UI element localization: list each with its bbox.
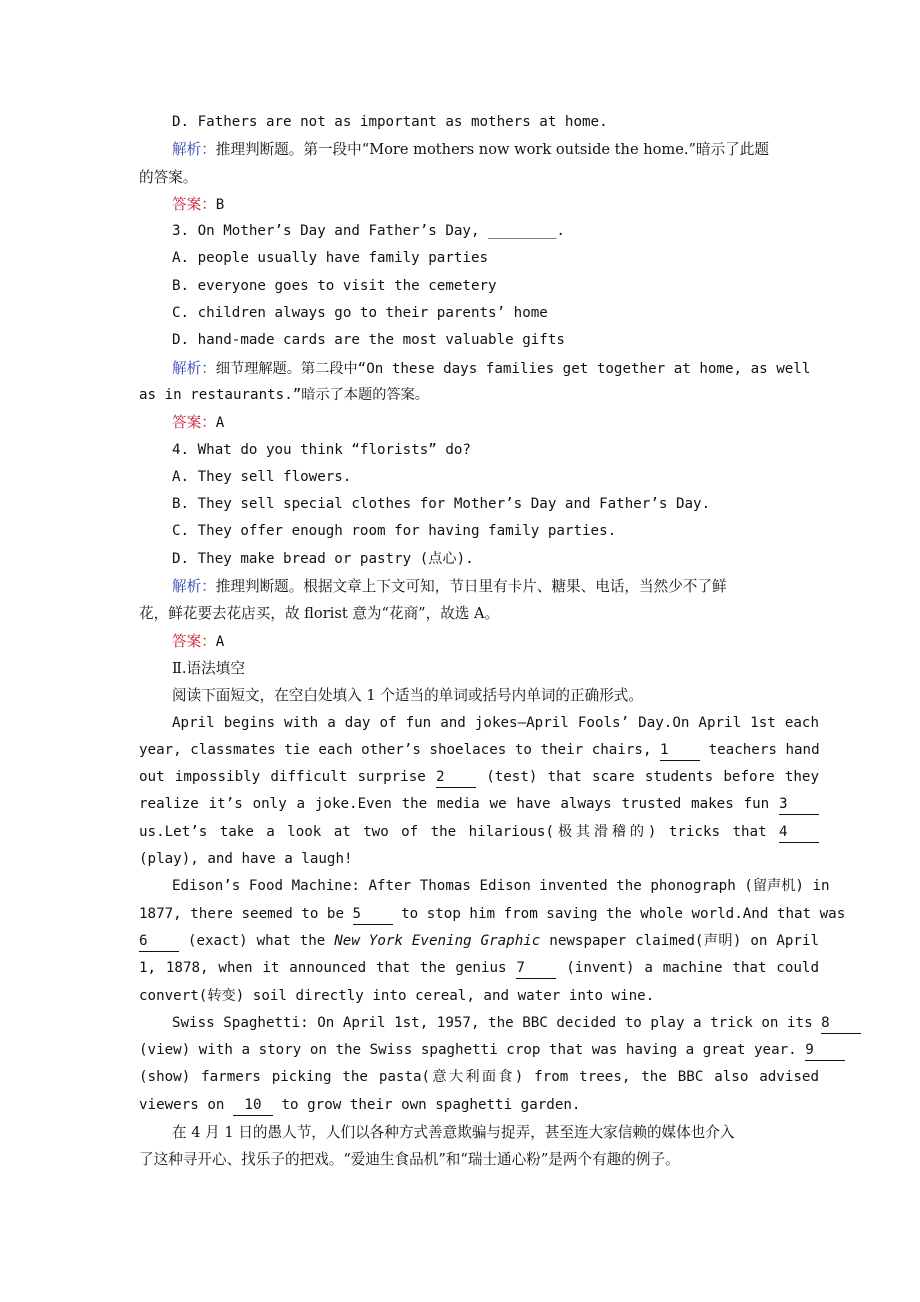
answer-label: 答案： bbox=[172, 414, 216, 432]
summary-line: 了这种寻开心、找乐子的把戏。“爱迪生食品机”和“瑞士通心粉”是两个有趣的例子。 bbox=[139, 1151, 680, 1169]
passage-line: (show) farmers picking the pasta(意大利面食) from trees, the BBC also advised bbox=[139, 1069, 819, 1086]
analysis-label: 解析： bbox=[172, 141, 216, 159]
q4-analysis bbox=[139, 573, 819, 600]
section-instructions: 阅读下面短文，在空白处填入 1 个适当的单词或括号内单词的正确形式。 bbox=[172, 687, 643, 705]
passage-line: 1, 1878, when it announced that the genius 7 (invent) a machine that could bbox=[139, 955, 819, 982]
passage-line: out impossibly difficult surprise 2 (test) that scare students before they bbox=[139, 764, 819, 791]
q3-analysis bbox=[139, 355, 819, 382]
q4-option-a: A. They sell flowers. bbox=[172, 468, 352, 485]
blank-7[interactable]: 7 bbox=[516, 958, 556, 979]
analysis-text: 推理判断题。根据文章上下文可知，节日里有卡片、糖果、电话，当然少不了鲜 bbox=[215, 578, 727, 596]
blank-5[interactable]: 5 bbox=[353, 904, 393, 925]
section-heading: Ⅱ.语法填空 bbox=[172, 659, 245, 677]
answer-label: 答案： bbox=[172, 195, 216, 213]
passage-line: (view) with a story on the Swiss spaghetti crop that was having a great year. 9 bbox=[139, 1037, 819, 1064]
q3-answer bbox=[139, 409, 819, 436]
blank-3[interactable]: 3 bbox=[779, 794, 819, 815]
blank-2[interactable]: 2 bbox=[436, 767, 476, 788]
answer-value: A bbox=[215, 415, 225, 432]
passage-line: Swiss Spaghetti: On April 1st, 1957, the BBC decided to play a trick on its 8 bbox=[139, 1010, 819, 1037]
q2-answer bbox=[139, 191, 819, 218]
summary-line: 在 4 月 1 日的愚人节，人们以各种方式善意欺骗与捉弄，甚至连大家信赖的媒体也介入 bbox=[172, 1123, 735, 1141]
passage-line: viewers on 10 to grow their own spaghetti garden. bbox=[139, 1092, 819, 1119]
passage-line: (play), and have a laugh! bbox=[139, 851, 353, 868]
q3-stem: 3. On Mother’s Day and Father’s Day, ________. bbox=[172, 223, 565, 240]
document-content bbox=[139, 109, 846, 1174]
blank-8[interactable]: 8 bbox=[821, 1013, 861, 1034]
q4-option-c: C. They offer enough room for having family parties. bbox=[172, 523, 617, 540]
q3-analysis-cont: as in restaurants.”暗示了本题的答案。 bbox=[139, 386, 429, 403]
passage-line: 1877, there seemed to be 5 to stop him from saving the whole world.And that was bbox=[139, 901, 819, 928]
analysis-text: 细节理解题。第二段中“On these days families get together at home, as well bbox=[215, 360, 811, 377]
passage-line: 6 (exact) what the New York Evening Graphic newspaper claimed(声明) on April bbox=[139, 928, 819, 955]
blank-1[interactable]: 1 bbox=[660, 740, 700, 761]
q3-option-d: D. hand-made cards are the most valuable gifts bbox=[172, 332, 565, 349]
passage-line: us.Let’s take a look at two of the hilarious(极其滑稽的) tricks that 4 bbox=[139, 819, 819, 846]
passage-line: April begins with a day of fun and jokes—April Fools’ Day.On April 1st each bbox=[172, 714, 819, 731]
blank-10[interactable]: 10 bbox=[233, 1095, 273, 1116]
passage-line: Edison’s Food Machine: After Thomas Edison invented the phonograph (留声机) in bbox=[172, 878, 830, 895]
q2-option-d: D. Fathers are not as important as mothers at home. bbox=[172, 114, 608, 130]
blank-6[interactable]: 6 bbox=[139, 931, 179, 952]
passage-line: year, classmates tie each other’s shoelaces to their chairs, 1 teachers hand bbox=[139, 737, 819, 764]
q4-answer bbox=[139, 628, 819, 655]
q4-option-b: B. They sell special clothes for Mother’s Day and Father’s Day. bbox=[172, 496, 711, 513]
q3-option-c: C. children always go to their parents’ home bbox=[172, 305, 548, 322]
answer-label: 答案： bbox=[172, 632, 216, 650]
blank-9[interactable]: 9 bbox=[805, 1040, 845, 1061]
passage-line: convert(转变) soil directly into cereal, and water into wine. bbox=[139, 987, 655, 1004]
analysis-label: 解析： bbox=[172, 578, 216, 596]
analysis-label: 解析： bbox=[172, 359, 216, 377]
q3-option-a: A. people usually have family parties bbox=[172, 250, 489, 267]
blank-4[interactable]: 4 bbox=[779, 822, 819, 843]
q4-option-d: D. They make bread or pastry (点心). bbox=[172, 550, 474, 567]
q4-analysis-cont: 花，鲜花要去花店买，故 florist 意为“花商”，故选 A。 bbox=[139, 605, 500, 623]
passage-line: realize it’s only a joke.Even the media we have always trusted makes fun 3 bbox=[139, 791, 819, 818]
q2-analysis bbox=[139, 136, 819, 163]
answer-value: B bbox=[215, 196, 225, 213]
answer-value: A bbox=[215, 633, 225, 650]
q2-analysis-cont: 的答案。 bbox=[139, 168, 198, 186]
q3-option-b: B. everyone goes to visit the cemetery bbox=[172, 277, 497, 294]
analysis-text: 推理判断题。第一段中“More mothers now work outside the home.”暗示了此题 bbox=[215, 141, 769, 159]
q4-stem: 4. What do you think “florists” do? bbox=[172, 441, 471, 458]
